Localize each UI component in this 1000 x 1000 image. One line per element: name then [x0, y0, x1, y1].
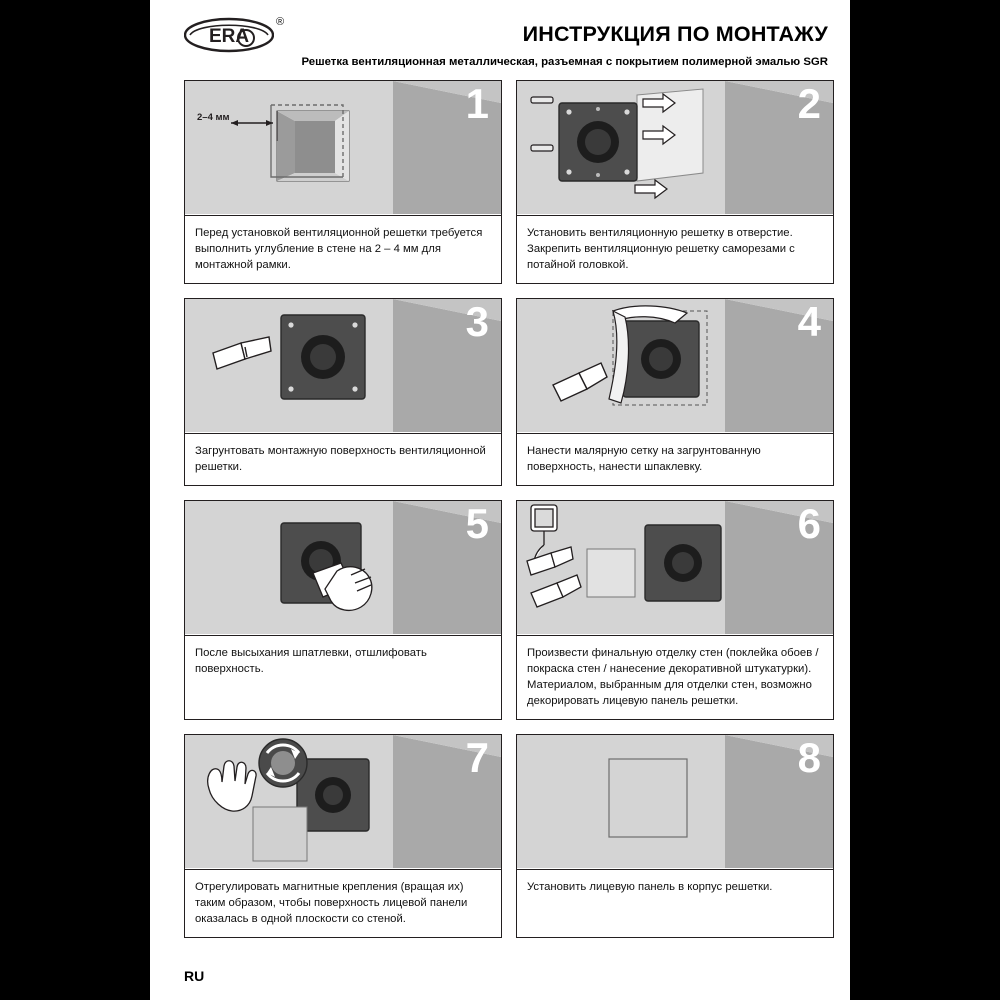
step-number-1: 1 [465, 81, 489, 127]
step-caption-8: Установить лицевую панель в корпус решетки. [527, 881, 773, 894]
page-title: ИНСТРУКЦИЯ ПО МОНТАЖУ [522, 22, 828, 46]
step-number-4: 4 [797, 299, 821, 346]
page-subtitle: Решетка вентиляционная металлическая, разъемная с покрытием полимерной эмалью SGR [301, 56, 828, 68]
step-illustration-1 [185, 81, 501, 216]
dimension-label: 2–4 мм [197, 112, 230, 123]
step-card-4 [516, 298, 834, 486]
step-caption-5: После высыхания шпатлевки, отшлифовать поверхность. [195, 647, 427, 676]
step-card-8 [516, 734, 834, 938]
era-logo-icon [184, 14, 274, 56]
svg-text:ERA: ERA [208, 26, 250, 47]
instruction-page [150, 0, 850, 1000]
steps-grid [184, 80, 834, 938]
step-card-6 [516, 500, 834, 720]
registered-trademark-symbol: ® [276, 16, 285, 28]
step-card-1 [184, 80, 502, 284]
step-illustration-4 [517, 299, 833, 434]
step-caption-1: Перед установкой вентиляционной решетки требуется выполнить углубление в стене на 2 – 4 мм для монтажной рамки. [195, 227, 483, 272]
step-caption-6: Произвести финальную отделку стен (поклейка обоев / покраска стен / нанесение декоративной штукатурки). Материалом, выбранным для отделки стен, возможно декорировать лицевую панель решетки. [527, 647, 819, 708]
step-caption-4: Нанести малярную сетку на загрунтованную поверхность, нанести шпаклевку. [527, 445, 761, 474]
step-number-3: 3 [465, 299, 489, 346]
step-illustration-7 [185, 735, 501, 870]
page-header [150, 0, 850, 68]
step-number-5: 5 [465, 501, 489, 548]
step-caption-7: Отрегулировать магнитные крепления (вращая их) таким образом, чтобы поверхность лицевой панели оказалась в одной плоскости со стеной. [195, 881, 468, 926]
step-caption-3: Загрунтовать монтажную поверхность вентиляционной решетки. [195, 445, 486, 474]
step-card-5 [184, 500, 502, 720]
step-illustration-8 [517, 735, 833, 870]
step-card-7 [184, 734, 502, 938]
step-card-3 [184, 298, 502, 486]
step-illustration-2 [517, 81, 833, 216]
step-number-6: 6 [797, 501, 821, 548]
step-caption-2: Установить вентиляционную решетку в отверстие. Закрепить вентиляционную решетку саморезами с потайной головкой. [527, 227, 795, 272]
step-number-7: 7 [465, 735, 489, 782]
language-code: RU [184, 968, 205, 984]
step-illustration-6 [517, 501, 833, 636]
step-illustration-3 [185, 299, 501, 434]
step-illustration-5 [185, 501, 501, 636]
step-card-2 [516, 80, 834, 284]
step-number-2: 2 [797, 81, 821, 127]
step-number-8: 8 [797, 735, 821, 782]
